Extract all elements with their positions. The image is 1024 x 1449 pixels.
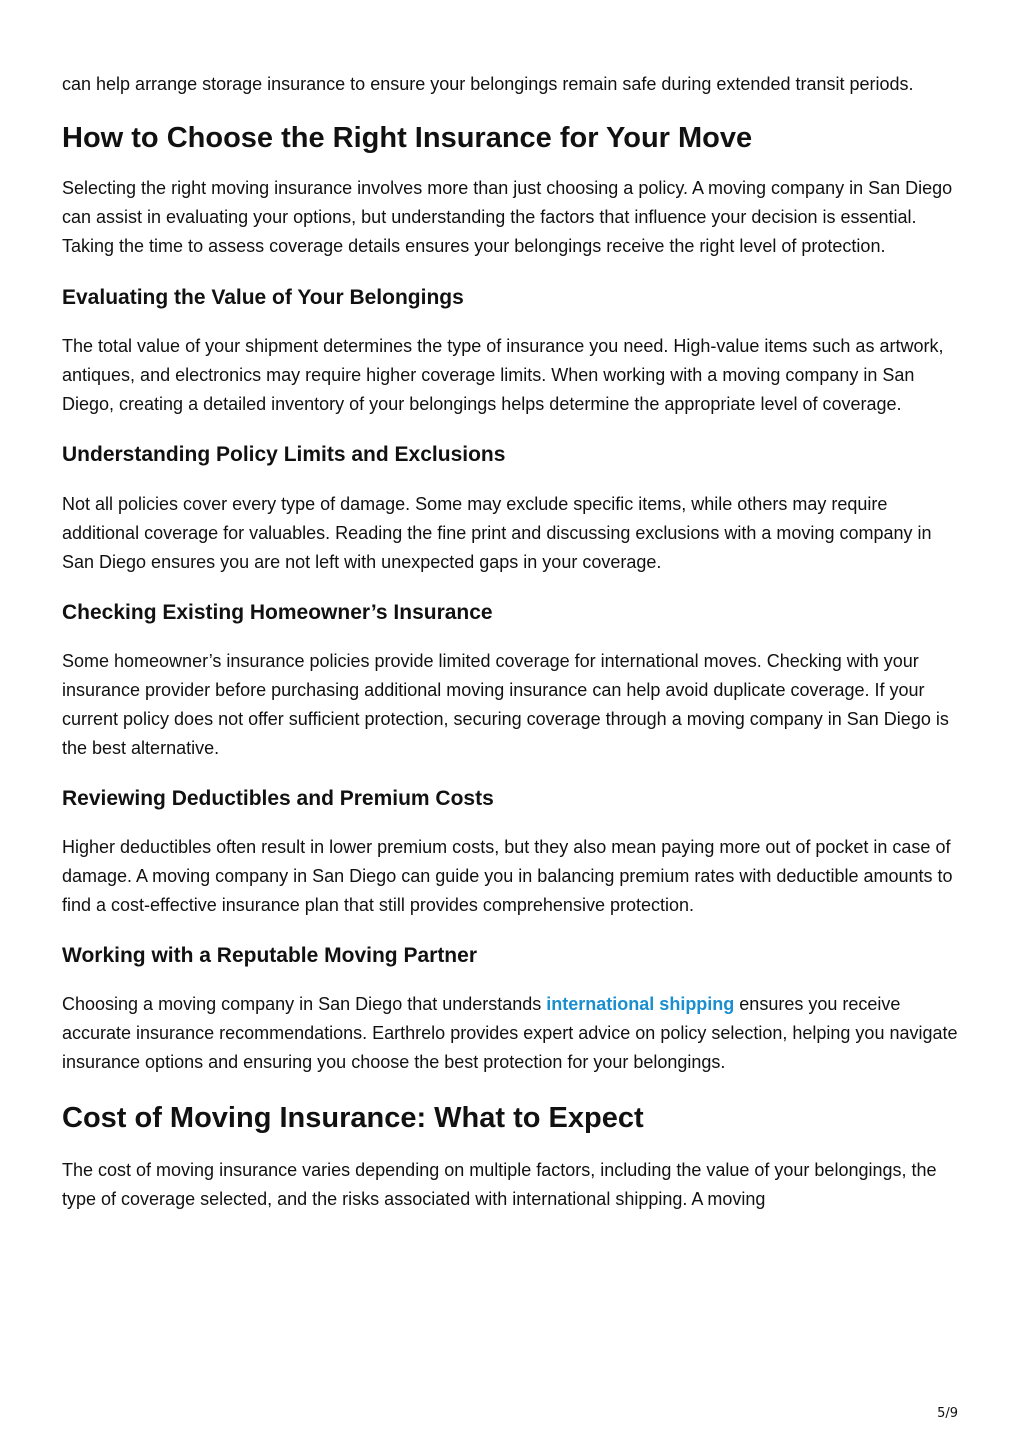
section-heading-choose-insurance: How to Choose the Right Insurance for Your Move [62, 122, 753, 154]
subsection-heading-policy-limits: Understanding Policy Limits and Exclusions [62, 443, 506, 466]
subsection-paragraph-deductibles: Higher deductibles often result in lower premium costs, but they also mean paying more out of pocket in case of damage. A moving company in San Diego can guide you in balancing premium rates with deductible amounts to find a cost-effective insurance plan that still provides comprehensive protection. [62, 837, 953, 915]
subsection-heading-moving-partner: Working with a Reputable Moving Partner [62, 944, 477, 967]
section-heading-cost: Cost of Moving Insurance: What to Expect [62, 1102, 644, 1134]
document-page [62, 70, 966, 1214]
page-number: 5/9 [937, 1406, 958, 1421]
subsection-heading-evaluating-value: Evaluating the Value of Your Belongings [62, 286, 464, 309]
paragraph-text-before-link: Choosing a moving company in San Diego that understands [62, 994, 547, 1014]
section-paragraph-choose-insurance: Selecting the right moving insurance involves more than just choosing a policy. A moving company in San Diego can assist in evaluating your options, but understanding the factors that influence your decision is essential. Taking the time to assess coverage details ensures your belongings receive the right level of protection. [62, 178, 953, 256]
subsection-heading-homeowners-insurance: Checking Existing Homeowner’s Insurance [62, 601, 493, 624]
intro-paragraph: can help arrange storage insurance to ensure your belongings remain safe during extended transit periods. [62, 74, 914, 94]
subsection-paragraph-homeowners-insurance: Some homeowner’s insurance policies provide limited coverage for international moves. Checking with your insurance provider before purchasing additional moving insurance can help avoid duplicate coverage. If your current policy does not offer sufficient protection, securing coverage through a moving company in San Diego is the best alternative. [62, 651, 949, 758]
paragraph-text-after-link: ensures you receive accurate insurance recommendations. Earthrelo provides expert advice on policy selection, helping you navigate insurance options and ensuring you choose the best protection for your belongings. [62, 994, 958, 1072]
subsection-paragraph-evaluating-value: The total value of your shipment determines the type of insurance you need. High-value items such as artwork, antiques, and electronics may require higher coverage limits. When working with a moving company in San Diego, creating a detailed inventory of your belongings helps determine the appropriate level of coverage. [62, 336, 944, 414]
subsection-paragraph-moving-partner [62, 990, 966, 1077]
subsection-heading-deductibles: Reviewing Deductibles and Premium Costs [62, 787, 494, 810]
international-shipping-link[interactable]: international shipping [546, 994, 735, 1014]
subsection-paragraph-policy-limits: Not all policies cover every type of damage. Some may exclude specific items, while others may require additional coverage for valuables. Reading the fine print and discussing exclusions with a moving company in San Diego ensures you are not left with unexpected gaps in your coverage. [62, 494, 932, 572]
section-paragraph-cost: The cost of moving insurance varies depending on multiple factors, including the value of your belongings, the type of coverage selected, and the risks associated with international shipping. A moving [62, 1160, 937, 1209]
